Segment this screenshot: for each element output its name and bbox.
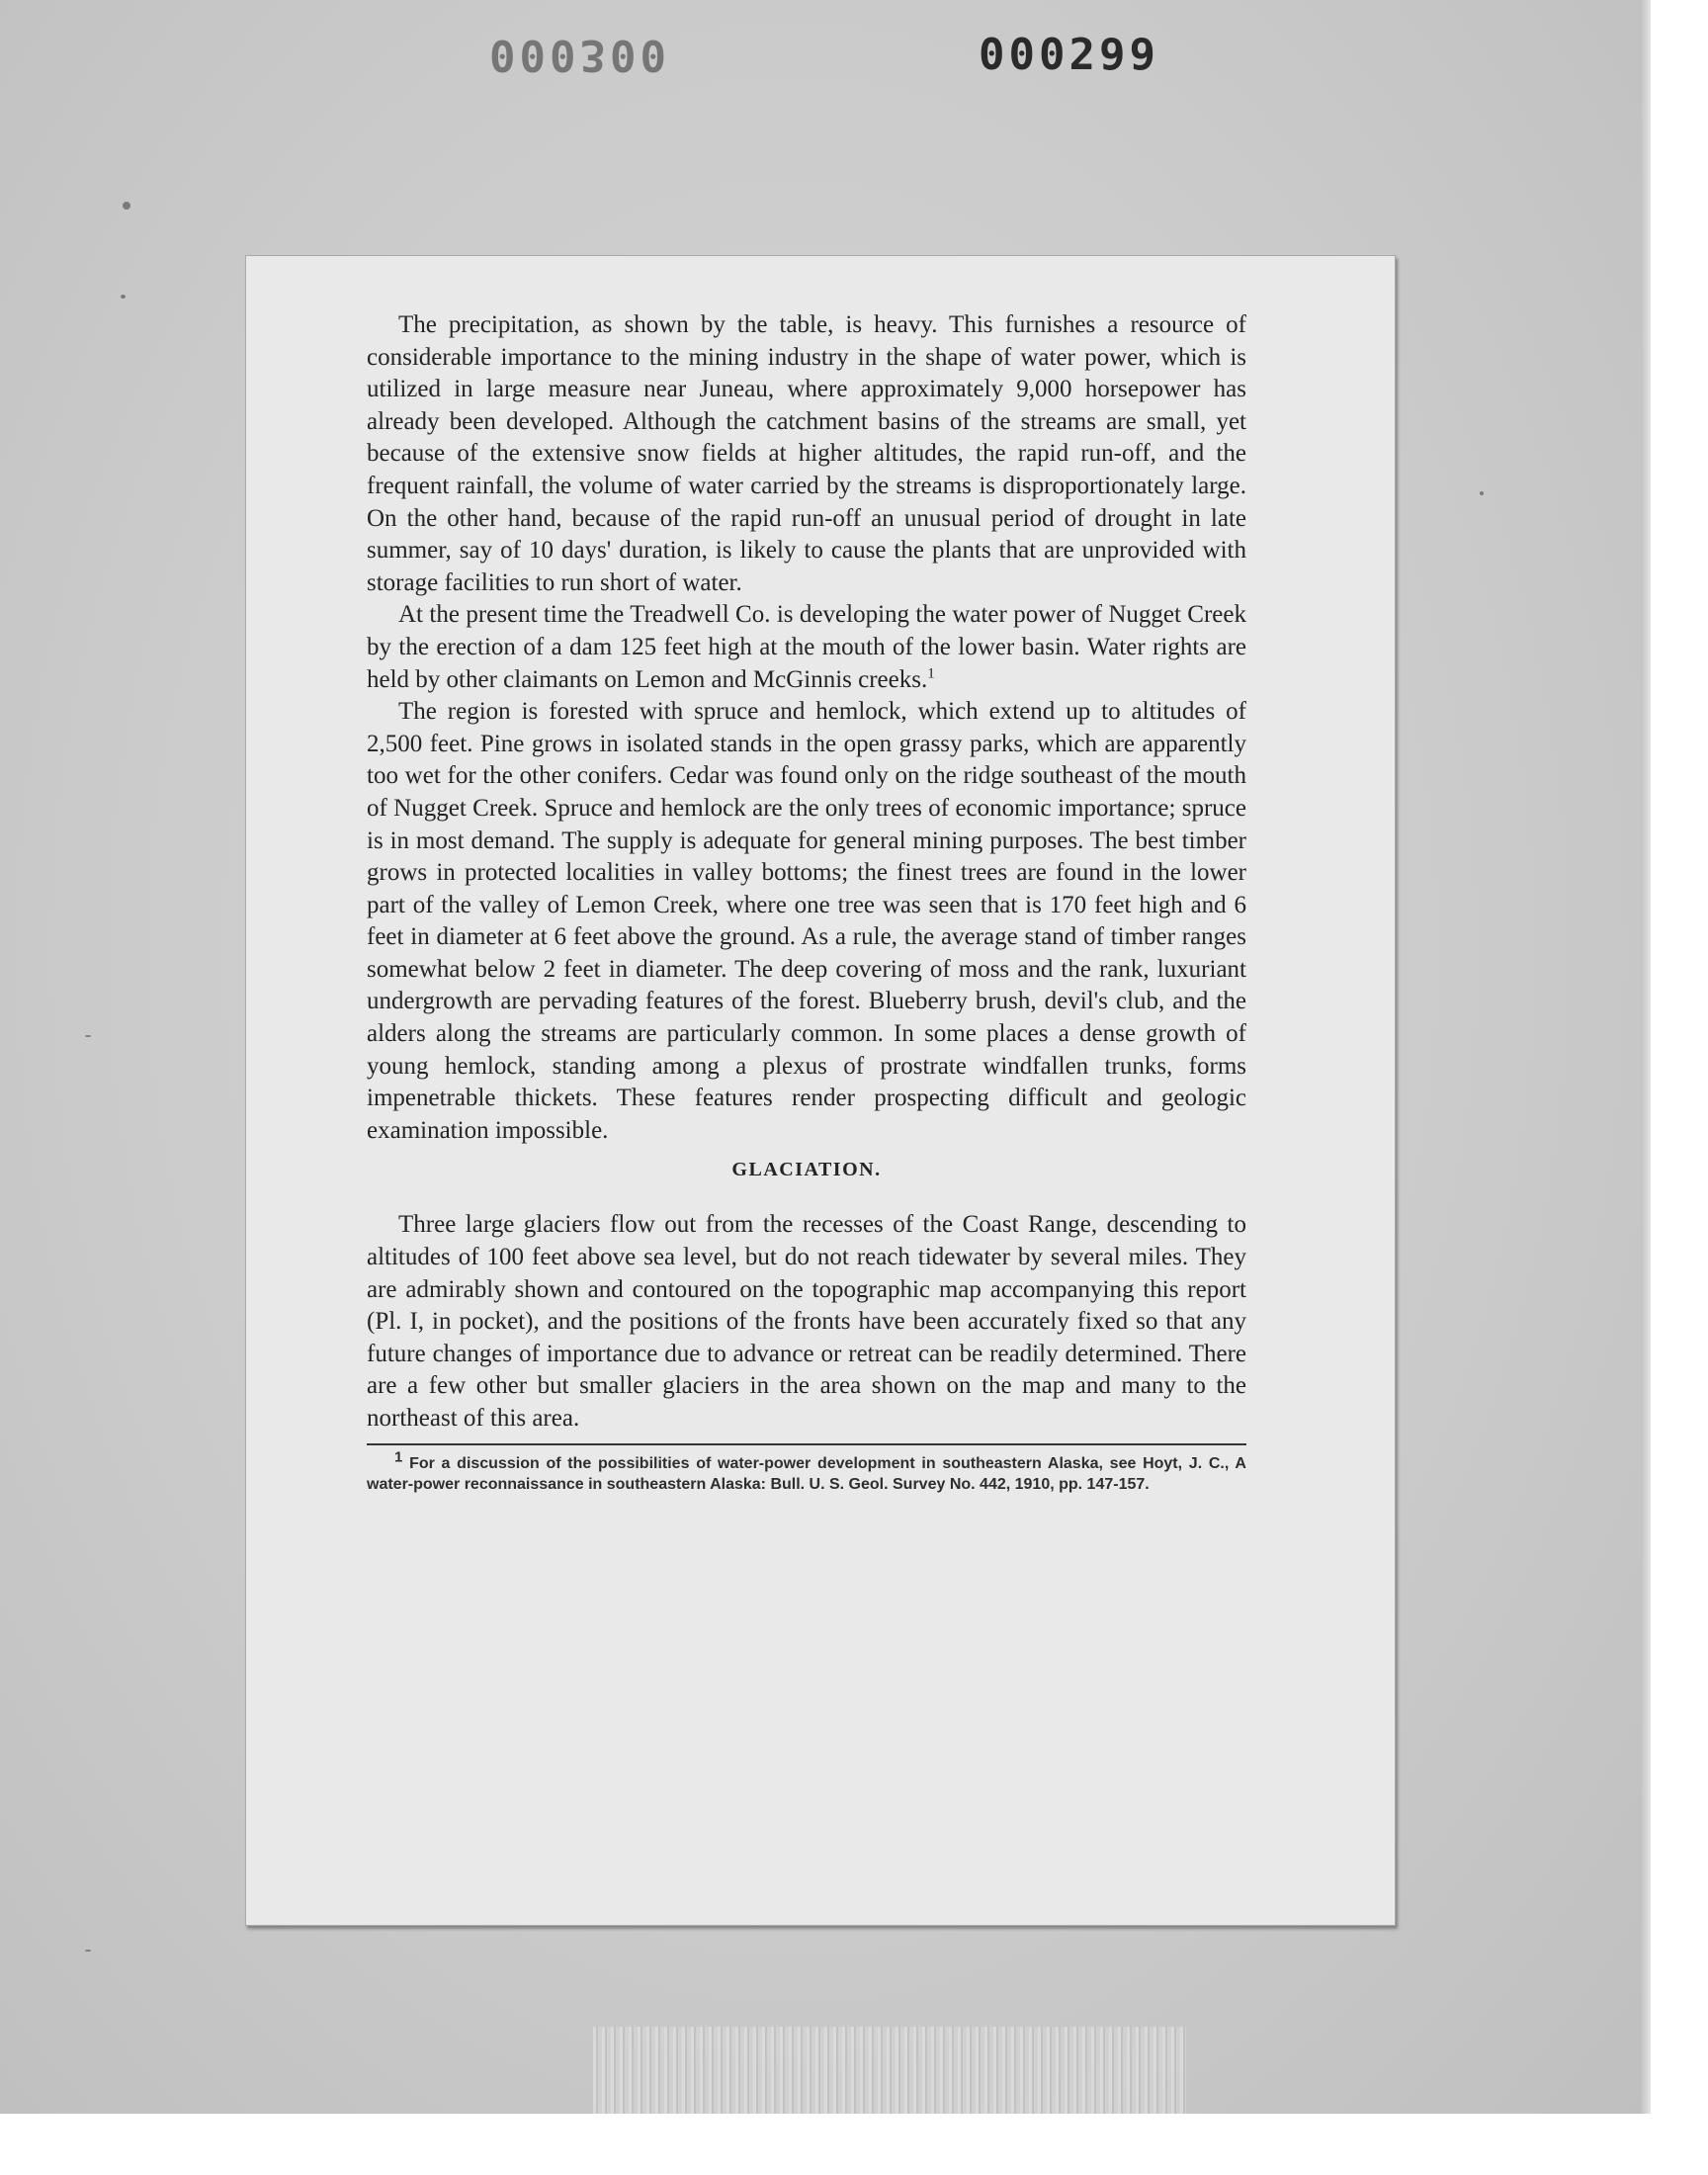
- scan-streaks: [593, 2027, 1186, 2114]
- paragraph-treadwell-text: At the present time the Treadwell Co. is developing the water power of Nugget Creek by the erection of a dam 125 feet high at the mouth of the lower basin. Water rights are held by other claimants on Lemon and McGinnis creeks.: [367, 601, 1246, 693]
- footnote-divider: [367, 1443, 1246, 1445]
- footnote-text: For a discussion of the possibilities of water-power development in southeastern Alaska, see Hoyt, J. C., A water-power reconnaissance in southeastern Alaska: Bull. U. S. Geol. Survey No. 442, 1910, pp. 147-157.: [367, 1454, 1246, 1493]
- footnote-marker: 1: [394, 1448, 403, 1466]
- scan-speck: [121, 295, 126, 299]
- paragraph-water-power: The precipitation, as shown by the table, is heavy. This furnishes a resource of considerable importance to the mining industry in the shape of water power, which is utilized in large measure near Juneau, where approximately 9,000 horsepower has already been developed. Although the catchment basins of the streams are small, yet because of the extensive snow fields at higher altitudes, the rapid run-off, and the frequent rainfall, the volume of water carried by the streams is disproportionately large. On the other hand, because of the rapid run-off an unusual period of drought in late summer, say of 10 days' duration, is likely to cause the plants that are unprovided with storage facilities to run short of water.: [367, 311, 1246, 596]
- footnote-reference[interactable]: 1: [927, 665, 935, 682]
- page-stamp: 000299: [979, 30, 1159, 80]
- scan-speck: [85, 1950, 91, 1952]
- scan-speck: [123, 202, 130, 210]
- paragraph-treadwell: [367, 599, 1246, 696]
- page-content: [367, 309, 1246, 1495]
- document-page: [245, 255, 1396, 1926]
- paragraph-forest: The region is forested with spruce and hemlock, which extend up to altitudes of 2,500 feet. Pine grows in isolated stands in the open grassy parks, which are apparently too wet for the other conifers. Cedar was found only on the ridge southeast of the mouth of Nugget Creek. Spruce and hemlock are the only trees of economic importance; spruce is in most demand. The supply is adequate for general mining purposes. The best timber grows in protected localities in valley bottoms; the finest trees are found in the lower part of the valley of Lemon Creek, where one tree was seen that is 170 feet high and 6 feet in diameter at 6 feet above the ground. As a rule, the average stand of timber ranges somewhat below 2 feet in diameter. The deep covering of moss and the rank, luxuriant undergrowth are pervading features of the forest. Blueberry brush, devil's club, and the alders along the streams are particularly common. In some places a dense growth of young hemlock, standing among a plexus of prostrate windfallen trunks, forms impenetrable thickets. These features render prospecting difficult and geologic examination impossible.: [367, 698, 1246, 1144]
- scan-edge: [1641, 0, 1651, 2114]
- scan-speck: [1480, 491, 1484, 495]
- page-stamp-mirrored: 000300: [489, 30, 670, 80]
- footnote: [367, 1448, 1246, 1495]
- scan-speck: [85, 1035, 91, 1037]
- paragraph-glaciers: Three large glaciers flow out from the recesses of the Coast Range, descending to altitudes of 100 feet above sea level, but do not reach tidewater by several miles. They are admirably shown and contoured on the topographic map accompanying this report (Pl. I, in pocket), and the positions of the fronts have been accurately fixed so that any future changes of importance due to advance or retreat can be readily determined. There are a few other but smaller glaciers in the area shown on the map and many to the northeast of this area.: [367, 1211, 1246, 1432]
- section-heading: GLACIATION.: [731, 1159, 882, 1181]
